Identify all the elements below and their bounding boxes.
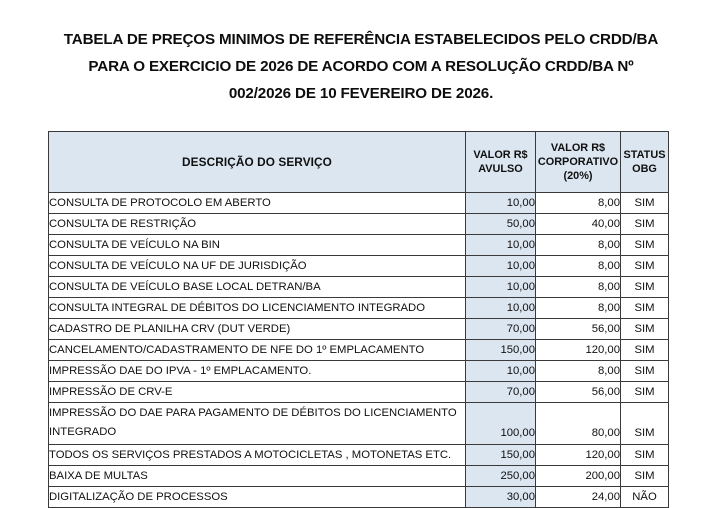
- title-line-1: TABELA DE PREÇOS MINIMOS DE REFERÊNCIA ESTABELECIDOS PELO CRDD/BA: [63, 31, 659, 48]
- column-header-status-line2: OBG: [632, 163, 657, 175]
- column-header-corporativo-line2: CORPORATIVO: [537, 156, 619, 168]
- cell-valor-avulso: 150,00: [466, 340, 536, 361]
- cell-status-obg: SIM: [621, 235, 669, 256]
- cell-valor-corporativo: 8,00: [536, 235, 621, 256]
- cell-descricao: CONSULTA INTEGRAL DE DÉBITOS DO LICENCIAMENTO INTEGRADO: [49, 298, 466, 319]
- table-row: [49, 277, 669, 298]
- cell-descricao: CONSULTA DE PROTOCOLO EM ABERTO: [49, 193, 466, 214]
- cell-descricao: CONSULTA DE VEÍCULO NA BIN: [49, 235, 466, 256]
- cell-descricao: IMPRESSÃO DO DAE PARA PAGAMENTO DE DÉBITOS DO LICENCIAMENTO INTEGRADO: [49, 403, 466, 445]
- table-row: [49, 214, 669, 235]
- column-header-avulso-line1: VALOR R$: [473, 149, 528, 161]
- cell-valor-corporativo: 24,00: [536, 487, 621, 508]
- cell-valor-corporativo: 8,00: [536, 277, 621, 298]
- cell-descricao: IMPRESSÃO DAE DO IPVA - 1º EMPLACAMENTO.: [49, 361, 466, 382]
- table-row: [49, 298, 669, 319]
- cell-descricao: TODOS OS SERVIÇOS PRESTADOS A MOTOCICLETAS , MOTONETAS ETC.: [49, 445, 466, 466]
- column-header-descricao: DESCRIÇÃO DO SERVIÇO: [49, 132, 466, 193]
- column-header-corporativo-line1: VALOR R$: [550, 142, 606, 154]
- cell-status-obg: SIM: [621, 340, 669, 361]
- cell-valor-avulso: 10,00: [466, 193, 536, 214]
- cell-valor-corporativo: 8,00: [536, 193, 621, 214]
- table-row: [49, 361, 669, 382]
- table-row: [49, 256, 669, 277]
- cell-status-obg: SIM: [621, 256, 669, 277]
- cell-valor-avulso: 150,00: [466, 445, 536, 466]
- cell-valor-corporativo: 56,00: [536, 319, 621, 340]
- cell-status-obg: SIM: [621, 466, 669, 487]
- table-header: [49, 132, 669, 193]
- table-body: [49, 193, 669, 508]
- cell-valor-corporativo: 8,00: [536, 298, 621, 319]
- cell-descricao: CONSULTA DE VEÍCULO NA UF DE JURISDIÇÃO: [49, 256, 466, 277]
- cell-valor-avulso: 30,00: [466, 487, 536, 508]
- table-row: [49, 466, 669, 487]
- table-row: [49, 193, 669, 214]
- cell-descricao: IMPRESSÃO DE CRV-E: [49, 382, 466, 403]
- cell-status-obg: SIM: [621, 193, 669, 214]
- cell-valor-avulso: 70,00: [466, 319, 536, 340]
- table-row: [49, 487, 669, 508]
- cell-valor-corporativo: 8,00: [536, 361, 621, 382]
- cell-valor-avulso: 70,00: [466, 382, 536, 403]
- cell-valor-corporativo: 120,00: [536, 445, 621, 466]
- cell-valor-corporativo: 56,00: [536, 382, 621, 403]
- cell-descricao: CONSULTA DE RESTRIÇÃO: [49, 214, 466, 235]
- cell-valor-avulso: 250,00: [466, 466, 536, 487]
- table-row: [49, 340, 669, 361]
- cell-descricao: CADASTRO DE PLANILHA CRV (DUT VERDE): [49, 319, 466, 340]
- cell-descricao: BAIXA DE MULTAS: [49, 466, 466, 487]
- cell-valor-avulso: 10,00: [466, 298, 536, 319]
- cell-status-obg: NÃO: [621, 487, 669, 508]
- table-row: [49, 403, 669, 445]
- cell-valor-avulso: 10,00: [466, 277, 536, 298]
- cell-status-obg: SIM: [621, 319, 669, 340]
- table-row: [49, 319, 669, 340]
- column-header-status-line1: STATUS: [623, 149, 666, 161]
- column-header-avulso-line2: AVULSO: [478, 163, 523, 175]
- cell-valor-avulso: 10,00: [466, 256, 536, 277]
- cell-status-obg: SIM: [621, 298, 669, 319]
- cell-status-obg: SIM: [621, 403, 669, 445]
- cell-valor-avulso: 100,00: [466, 403, 536, 445]
- table-row: [49, 382, 669, 403]
- cell-valor-corporativo: 200,00: [536, 466, 621, 487]
- table-row: [49, 445, 669, 466]
- table-header-row: [49, 132, 669, 193]
- cell-valor-avulso: 10,00: [466, 235, 536, 256]
- cell-valor-corporativo: 8,00: [536, 256, 621, 277]
- column-header-avulso: [466, 132, 536, 193]
- cell-valor-corporativo: 120,00: [536, 340, 621, 361]
- cell-descricao: CANCELAMENTO/CADASTRAMENTO DE NFE DO 1º EMPLACAMENTO: [49, 340, 466, 361]
- cell-valor-avulso: 10,00: [466, 361, 536, 382]
- cell-valor-corporativo: 80,00: [536, 403, 621, 445]
- title-line-2: PARA O EXERCICIO DE 2026 DE ACORDO COM A RESOLUÇÃO CRDD/BA Nº: [88, 58, 634, 75]
- cell-status-obg: SIM: [621, 214, 669, 235]
- document-title: [0, 26, 722, 107]
- column-header-corporativo-line3: (20%): [563, 170, 593, 182]
- cell-status-obg: SIM: [621, 361, 669, 382]
- price-table-container: [48, 131, 668, 508]
- price-table: [48, 131, 669, 508]
- column-header-status: [621, 132, 669, 193]
- cell-status-obg: SIM: [621, 277, 669, 298]
- cell-valor-corporativo: 40,00: [536, 214, 621, 235]
- cell-descricao: DIGITALIZAÇÃO DE PROCESSOS: [49, 487, 466, 508]
- table-row: [49, 235, 669, 256]
- cell-descricao: CONSULTA DE VEÍCULO BASE LOCAL DETRAN/BA: [49, 277, 466, 298]
- cell-status-obg: SIM: [621, 445, 669, 466]
- cell-status-obg: SIM: [621, 382, 669, 403]
- title-line-3: 002/2026 DE 10 FEVEREIRO DE 2026.: [228, 85, 494, 102]
- column-header-corporativo: [536, 132, 621, 193]
- cell-valor-avulso: 50,00: [466, 214, 536, 235]
